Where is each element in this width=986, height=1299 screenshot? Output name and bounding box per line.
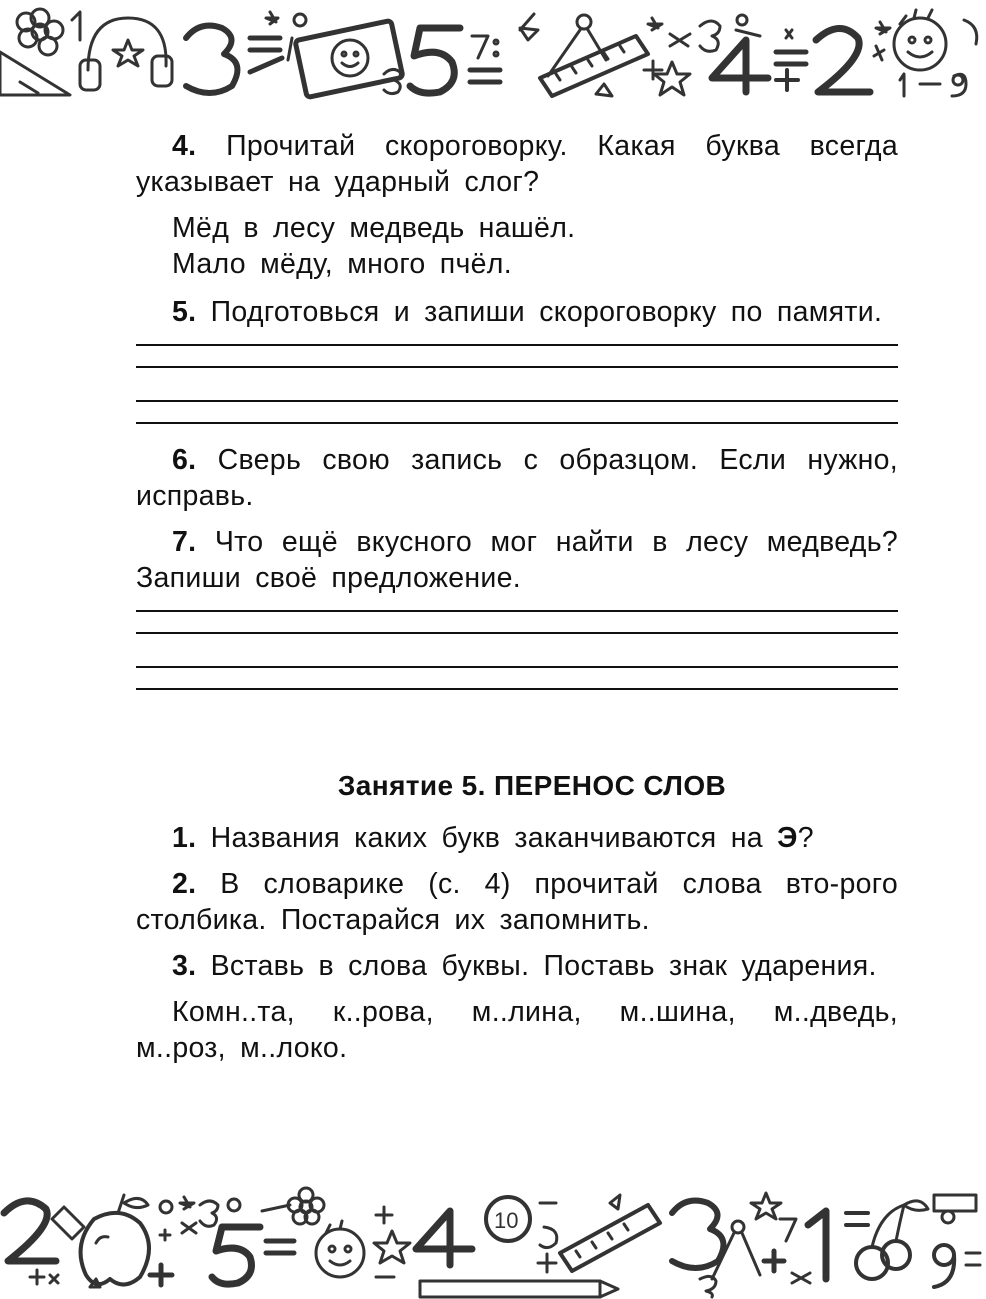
digit-2: [4, 1201, 56, 1261]
star-icon: [751, 1193, 781, 1219]
digit-9: [934, 1245, 954, 1287]
word-exercise: Комн..та, к..рова, м..лина, м..шина, м..дведь, м..роз, м..локо.: [136, 996, 898, 1064]
digit-3: [186, 26, 237, 93]
verse-line: Мало мёду, много пчёл.: [172, 248, 512, 280]
task-7: [136, 524, 898, 596]
digit-5: [410, 28, 460, 93]
triangle-ruler-icon: [0, 52, 70, 95]
footer-decoration: [0, 1183, 986, 1299]
task-number: 2.: [172, 868, 197, 900]
star-icon: [113, 40, 143, 66]
compass-icon: [548, 15, 606, 76]
headphones-icon: [80, 18, 172, 90]
star-icon: [654, 62, 690, 95]
pencil-icon: [420, 1281, 618, 1297]
lesson-task-3: [136, 948, 898, 984]
task-number: 5.: [172, 296, 197, 328]
task-text: Сверь свою запись с образцом. Если нужно, исправь.: [136, 444, 898, 512]
header-decoration: [0, 0, 986, 112]
task-text: Вставь в слова буквы. Поставь знак ударения.: [210, 950, 877, 982]
flower-icon: [288, 1188, 324, 1224]
task-number: 7.: [172, 526, 197, 558]
digit-3: [672, 1201, 723, 1268]
writing-line[interactable]: [136, 688, 898, 690]
clock-10-icon: [486, 1197, 530, 1241]
task-5: [136, 294, 898, 330]
digit-4: [712, 40, 768, 92]
star-icon: [374, 1231, 410, 1263]
writing-lines[interactable]: [136, 344, 898, 424]
task-4: [136, 128, 898, 200]
writing-line[interactable]: [136, 422, 898, 424]
task-number: 4.: [172, 130, 197, 162]
task-6: [136, 442, 898, 514]
digit-2: [816, 28, 870, 92]
ruler-icon: [560, 1205, 660, 1271]
task-text: Прочитай скороговорку. Какая буква всегда указывает на ударный слог?: [136, 130, 898, 198]
lesson-title: Занятие 5. ПЕРЕНОС СЛОВ: [337, 770, 727, 801]
task-text: Что ещё вкусного мог найти в лесу медведь? Запиши своё предложение.: [136, 526, 899, 594]
apple-icon: [81, 1195, 149, 1285]
tongue-twister: [136, 210, 898, 282]
lesson-task-2: [136, 866, 898, 938]
writing-lines[interactable]: [136, 610, 898, 690]
task-number: 6.: [172, 444, 197, 476]
svg-text:10: 10: [494, 1208, 519, 1233]
smiley-face-icon: [316, 1221, 364, 1277]
question-mark: ?: [797, 822, 814, 854]
digit-1: [808, 1211, 826, 1279]
task-text: В словарике (с. 4) прочитай слова вто-рого столбика. Постарайся их запомнить.: [136, 868, 898, 936]
lesson-task-1: [136, 820, 898, 856]
digit-4: [416, 1211, 472, 1265]
task-text: Подготовься и запиши скороговорку по памяти.: [210, 296, 883, 328]
letter-e: Э: [777, 822, 798, 854]
worksheet-content: [136, 128, 898, 1076]
compass-icon: [712, 1221, 760, 1279]
banknote-icon: [295, 20, 403, 97]
smiley-face-icon: [894, 10, 946, 70]
digit-5: [212, 1227, 260, 1284]
task-number: 3.: [172, 950, 197, 982]
flower-icon: [17, 9, 63, 55]
verse-line: Мёд в лесу медведь нашёл.: [172, 212, 576, 244]
task-number: 1.: [172, 822, 197, 854]
task-text: Названия каких букв заканчиваются на: [210, 822, 778, 854]
